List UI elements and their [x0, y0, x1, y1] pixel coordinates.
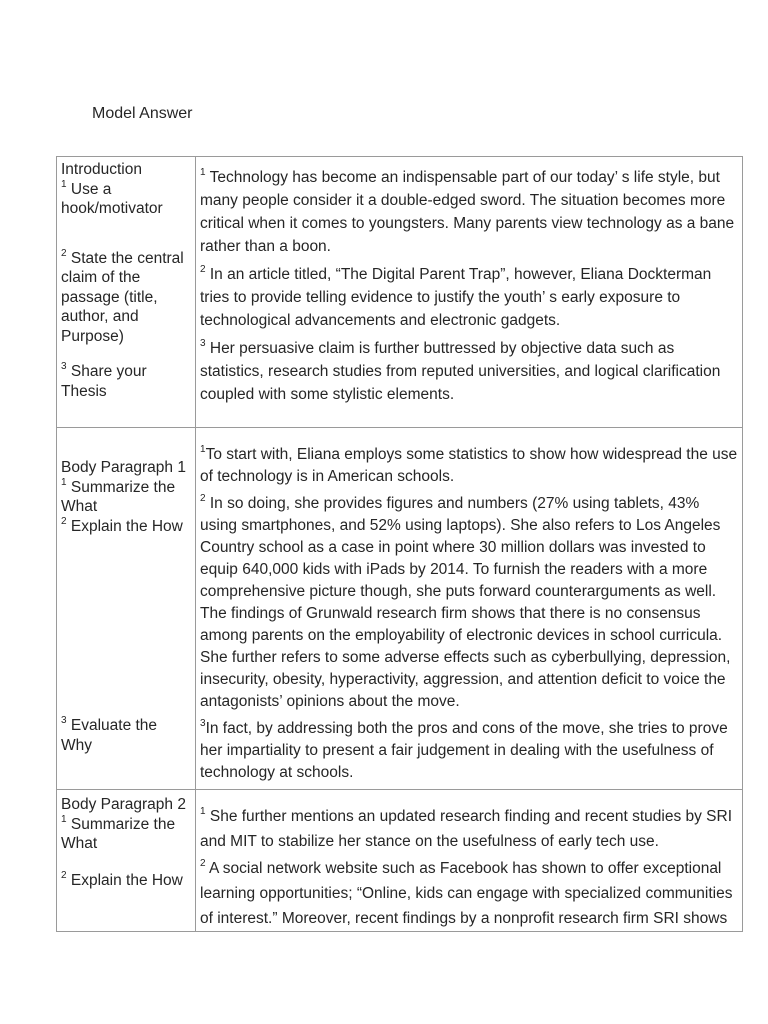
outline-item-text: Summarize the What — [61, 815, 176, 852]
answer-paragraph — [200, 444, 739, 488]
superscript: 1 — [200, 167, 206, 179]
answer-paragraph — [200, 856, 739, 931]
paragraph-text: In so doing, she provides figures and numbers (27% using tablets, 43% using smartphones, and 52% using laptops). She also refers to Los Angeles Country school as a case in point where 30 million dollars was invested to equip 640,000 kids with iPads by 2014. To furnish the readers with a more comprehensive picture though, she puts forward counterarguments as well. The findings of Grunwald research firm shows that there is no consensus among parents on the employability of electronic devices in school curricula. She further refers to some adverse effects such as cyberbullying, depression, insecurity, obesity, hyperactivity, aggression, and attention deficit to voice the antagonists’ opinions about the move. — [200, 495, 731, 710]
paragraph-text: A social network website such as Facebook has shown to offer exceptional learning opportunities; “Online, kids can engage with specialized communities of interest.” Moreover, recent findings by a nonprofit research firm SRI shows — [200, 860, 733, 927]
page-title: Model Answer — [92, 105, 193, 122]
answer-paragraph — [200, 337, 739, 406]
superscript: 3 — [61, 715, 67, 727]
outline-cell-body-paragraph-1 — [57, 428, 196, 789]
answer-cell-introduction — [196, 157, 742, 427]
table-row-body-paragraph-1 — [57, 427, 742, 789]
outline-item — [61, 871, 192, 891]
superscript: 1 — [61, 178, 67, 190]
answer-paragraph — [200, 804, 739, 854]
superscript: 2 — [200, 858, 206, 870]
superscript: 3 — [61, 361, 67, 373]
superscript: 1 — [200, 806, 206, 818]
superscript: 1 — [200, 444, 206, 456]
section-heading: Body Paragraph 2 — [61, 796, 186, 813]
superscript: 2 — [200, 264, 206, 276]
paragraph-text: She further mentions an updated research finding and recent studies by SRI and MIT to stabilize her stance on the usefulness of early tech use. — [200, 808, 733, 850]
paragraph-text: To start with, Eliana employs some statistics to show how widespread the use of technology is in American schools. — [200, 446, 738, 485]
section-heading: Introduction — [61, 161, 142, 178]
superscript: 2 — [61, 515, 67, 527]
superscript: 3 — [200, 718, 206, 730]
outline-item-text: Use a hook/motivator — [61, 180, 163, 217]
superscript: 2 — [61, 869, 67, 881]
answer-paragraph — [200, 263, 739, 332]
answer-paragraph — [200, 493, 739, 713]
table-row-body-paragraph-2 — [57, 789, 742, 931]
answer-cell-body-paragraph-2 — [196, 790, 742, 931]
outline-item — [61, 478, 192, 517]
answer-paragraph — [200, 166, 739, 258]
section-heading: Body Paragraph 1 — [61, 459, 186, 476]
paragraph-text: In fact, by addressing both the pros and cons of the move, she tries to prove her impartiality to present a fair judgement in dealing with the usefulness of technology at schools. — [200, 720, 728, 781]
outline-cell-body-paragraph-2 — [57, 790, 196, 931]
outline-item — [61, 517, 192, 537]
outline-item — [61, 362, 192, 401]
superscript: 3 — [200, 338, 206, 350]
outline-item-text: Summarize the What — [61, 478, 176, 515]
superscript: 1 — [61, 813, 67, 825]
superscript: 2 — [61, 247, 67, 259]
outline-item — [61, 180, 192, 219]
answer-paragraph — [200, 718, 739, 784]
outline-item — [61, 716, 192, 789]
superscript: 1 — [61, 476, 67, 488]
outline-item-text: Explain the How — [66, 871, 183, 889]
answer-cell-body-paragraph-1 — [196, 428, 742, 789]
outline-item — [61, 815, 192, 854]
paragraph-text: Technology has become an indispensable part of our today’ s life style, but many people consider it a double-edged sword. The situation becomes more critical when it comes to youngsters. Many parents view technology as a bane rather than a boon. — [200, 169, 735, 255]
outline-item — [61, 249, 192, 347]
outline-item-text: Share your Thesis — [61, 363, 147, 400]
outline-item-text: Evaluate the Why — [61, 717, 158, 754]
outline-cell-introduction — [57, 157, 196, 427]
outline-item-text: State the central claim of the passage (title, author, and Purpose) — [61, 249, 184, 345]
outline-item-text: Explain the How — [66, 517, 183, 535]
paragraph-text: In an article titled, “The Digital Parent Trap”, however, Eliana Dockterman tries to provide telling evidence to justify the youth’ s early exposure to technological advancements and electronic gadgets. — [200, 266, 712, 329]
table-row-introduction — [57, 157, 742, 427]
answer-table — [56, 156, 743, 932]
superscript: 2 — [200, 493, 206, 505]
paragraph-text: Her persuasive claim is further buttressed by objective data such as statistics, research studies from reputed universities, and logical clarification coupled with some stylistic elements. — [200, 340, 721, 403]
